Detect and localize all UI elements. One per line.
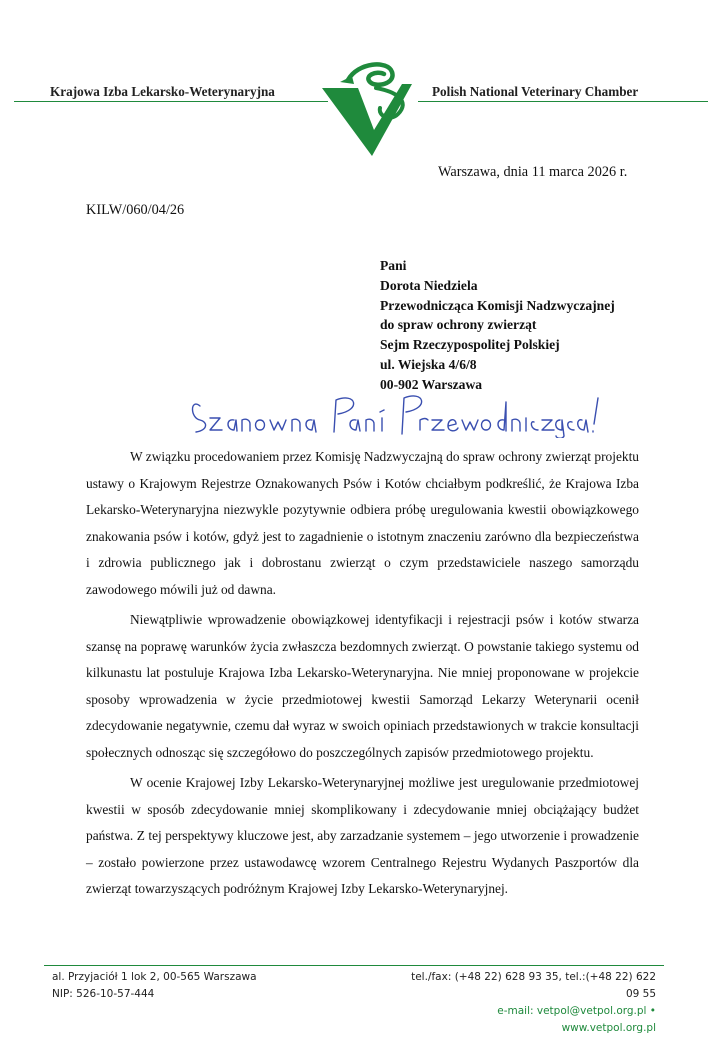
recipient-line: ul. Wiejska 4/6/8 [380,356,477,372]
recipient-line: 00-902 Warszawa [380,376,483,392]
recipient-line: Przewodnicząca Komisji Nadzwyczajnej [380,297,615,313]
body-paragraph: Niewątpliwie wprowadzenie obowiązkowej identyfikacji i rejestracji psów i kotów stwarza szansę na poprawę warunków życia zwłaszcza bezdomnych zwierząt. O powstanie takiego systemu od kilkunastu lat postuluje Krajowa Izba Lekarsko-Weterynaryjna. Nie mniej proponowane w projekcie sposoby wprowadzenia w życie przedmiotowej kwestii Samorząd Lekarzy Weterynarii ocenił zdecydowanie negatywnie, czemu dał wyraz w swoich opiniach przedstawionych w trakcie konsultacji społecznych odnosząc się szczegółowo do poszczególnych zapisów przedmiotowego projektu. [86,612,639,760]
footer-contact-left [52,969,257,1003]
recipient-line: Sejm Rzeczypospolitej Polskiej [380,337,560,353]
recipient-line: Pani [380,258,407,273]
header-divider-left [14,101,328,102]
org-name-en: Polish National Veterinary Chamber [432,84,639,99]
recipient-line: Dorota Niedziela [380,277,478,293]
reference-number: KILW/060/04/26 [86,202,185,218]
recipient-address [380,256,615,395]
serpent-v-logo-icon [318,58,422,158]
letter-date: Warszawa, dnia 11 marca 2026 r. [438,164,628,180]
footer-phones: tel./fax: (+48 22) 628 93 35, tel.:(+48 22) 622 09 55 [411,971,656,1000]
footer-email-web[interactable]: e-mail: vetpol@vetpol.org.pl • www.vetpol.org.pl [497,1005,656,1034]
handwritten-salutation [186,384,606,438]
body-paragraph: W związku procedowaniem przez Komisję Nadzwyczajną do spraw ochrony zwierząt projektu ustawy o Krajowym Rejestrze Oznakowanych Psów i Kotów chciałbym podkreślić, że Krajowa Izba Lekarsko-Weterynaryjna niezwykle pozytywnie odbiera próbę uregulowania kwestii obowiązkowego znakowania psów i kotów, gdyż jest to zagadnienie o istotnym znaczeniu zarówno dla bezpieczeństwa i zdrowia publicznego jak i dobrostanu zwierząt o czym przedstawiciele naszego samorządu zawodowego mówili już od dawna. [86,449,639,597]
footer-nip: NIP: 526-10-57-444 [52,988,155,1000]
body-paragraph: W ocenie Krajowej Izby Lekarsko-Weterynaryjnej możliwe jest uregulowanie przedmiotowej kwestii w sposób zdecydowanie mniej skomplikowany i zdecydowanie mniej obciążający budżet państwa. Z tej perspektywy kluczowe jest, aby zarzadzanie systemem – jego utworzenie i prowadzenie – zostało powierzone przez ustawodawcę wzorem Centralnego Rejestru Wydanych Paszportów dla zwierząt towarzyszących podróżnym Krajowej Izby Lekarsko-Weterynaryjnej. [86,775,639,896]
header-divider-right [418,101,708,102]
footer-divider [44,965,664,966]
footer-contact-right [400,969,656,1037]
recipient-line: do spraw ochrony zwierząt [380,317,537,333]
footer-address: al. Przyjaciół 1 lok 2, 00-565 Warszawa [52,971,257,983]
letter-body [86,444,639,907]
org-name-pl: Krajowa Izba Lekarsko-Weterynaryjna [50,84,275,99]
